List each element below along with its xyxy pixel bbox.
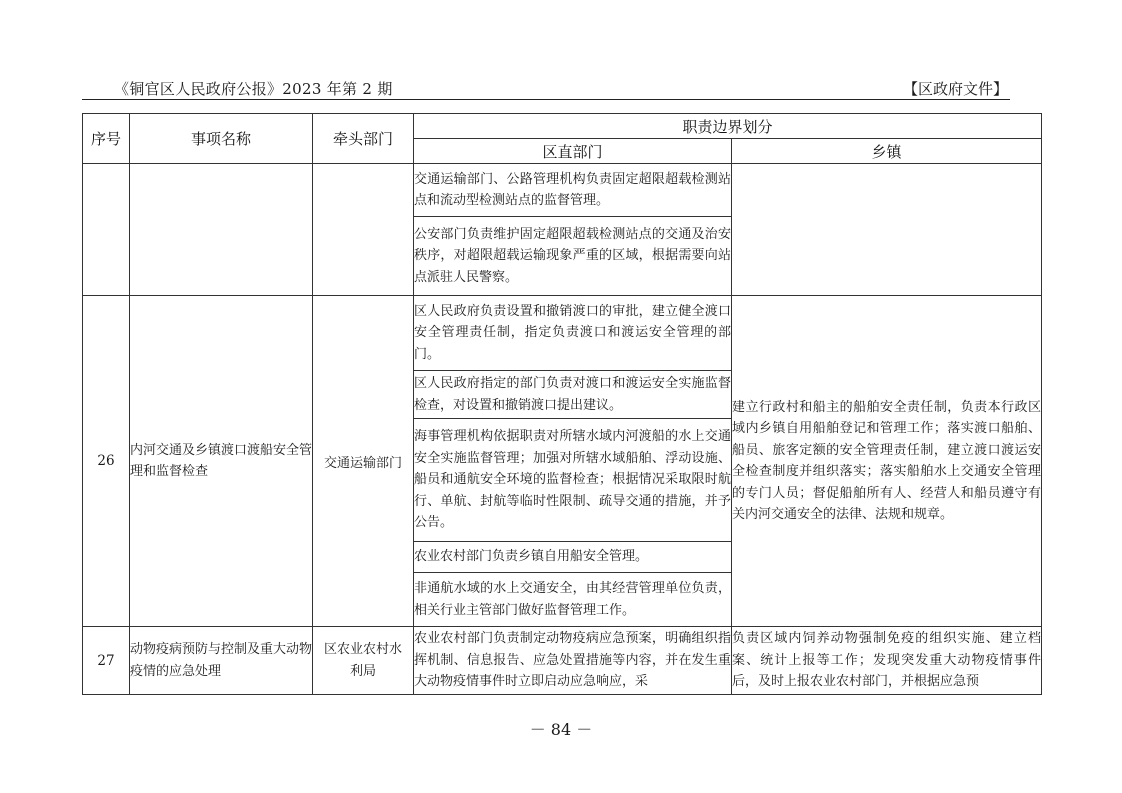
header-row-1	[83, 114, 1042, 139]
row-seq: 27	[83, 627, 130, 695]
col-header-district: 区直部门	[414, 139, 732, 164]
district-duty: 交通运输部门、公路管理机构负责固定超限超载检测站点和流动型检测站点的监督管理。	[414, 164, 732, 217]
table-row	[83, 296, 1042, 371]
header-rule	[82, 99, 1010, 100]
district-duty: 农业农村部门负责乡镇自用船安全管理。	[414, 542, 732, 573]
district-duty: 公安部门负责维护固定超限超载检测站点的交通及治安秩序，对超限超载运输现象严重的区域，根据需要向站点派驻人民警察。	[414, 217, 732, 296]
district-duty: 农业农村部门负责制定动物疫病应急预案，明确组织指挥机制、信息报告、应急处置措施等内容，并在发生重大动物疫情事件时立即启动应急响应，采	[414, 627, 732, 695]
item-name: 内河交通及乡镇渡口渡船安全管理和监督检查	[130, 296, 313, 627]
name-cell-empty	[130, 164, 313, 296]
page-number: － 84 －	[529, 720, 593, 739]
district-duty: 非通航水域的水上交通安全，由其经营管理单位负责，相关行业主管部门做好监督管理工作。	[414, 573, 732, 627]
bulletin-title: 《铜官区人民政府公报》2023 年第 2 期	[114, 80, 393, 98]
district-duty: 区人民政府负责设置和撤销渡口的审批，建立健全渡口安全管理责任制，指定负责渡口和渡运安全管理的部门。	[414, 296, 732, 371]
lead-cell-empty	[313, 164, 414, 296]
seq-cell-empty	[83, 164, 130, 296]
responsibility-table	[82, 113, 1042, 695]
town-cell-empty	[732, 164, 1042, 296]
town-duty: 负责区域内饲养动物强制免疫的组织实施、建立档案、统计上报等工作；发现突发重大动物疫情事件后，及时上报农业农村部门，并根据应急预	[732, 627, 1042, 695]
section-label: 【区政府文件】	[902, 80, 1008, 98]
col-header-town: 乡镇	[732, 139, 1042, 164]
item-name: 动物疫病预防与控制及重大动物疫情的应急处理	[130, 627, 313, 695]
town-duty: 建立行政村和船主的船舶安全责任制，负责本行政区域内乡镇自用船舶登记和管理工作；落实渡口船舶、船员、旅客定额的安全管理责任制，建立渡口渡运安全检查制度并组织落实；落实船舶水上交通安全管理的专门人员；督促船舶所有人、经营人和船员遵守有关内河交通安全的法律、法规和规章。	[732, 296, 1042, 627]
running-header	[82, 78, 1010, 100]
col-header-lead: 牵头部门	[313, 114, 414, 164]
row-seq: 26	[83, 296, 130, 627]
lead-department: 区农业农村水利局	[313, 627, 414, 695]
col-header-boundary: 职责边界划分	[414, 114, 1042, 139]
district-duty: 海事管理机构依据职责对所辖水域内河渡船的水上交通安全实施监督管理；加强对所辖水域船舶、浮动设施、船员和通航安全环境的监督检查；根据情况采取限时航行、单航、封航等临时性限制、疏导交通的措施，并予公告。	[414, 419, 732, 542]
table-row	[83, 164, 1042, 217]
district-duty: 区人民政府指定的部门负责对渡口和渡运安全实施监督检查，对设置和撤销渡口提出建议。	[414, 371, 732, 419]
lead-department: 交通运输部门	[313, 296, 414, 627]
col-header-name: 事项名称	[130, 114, 313, 164]
table-row	[83, 627, 1042, 695]
col-header-seq: 序号	[83, 114, 130, 164]
